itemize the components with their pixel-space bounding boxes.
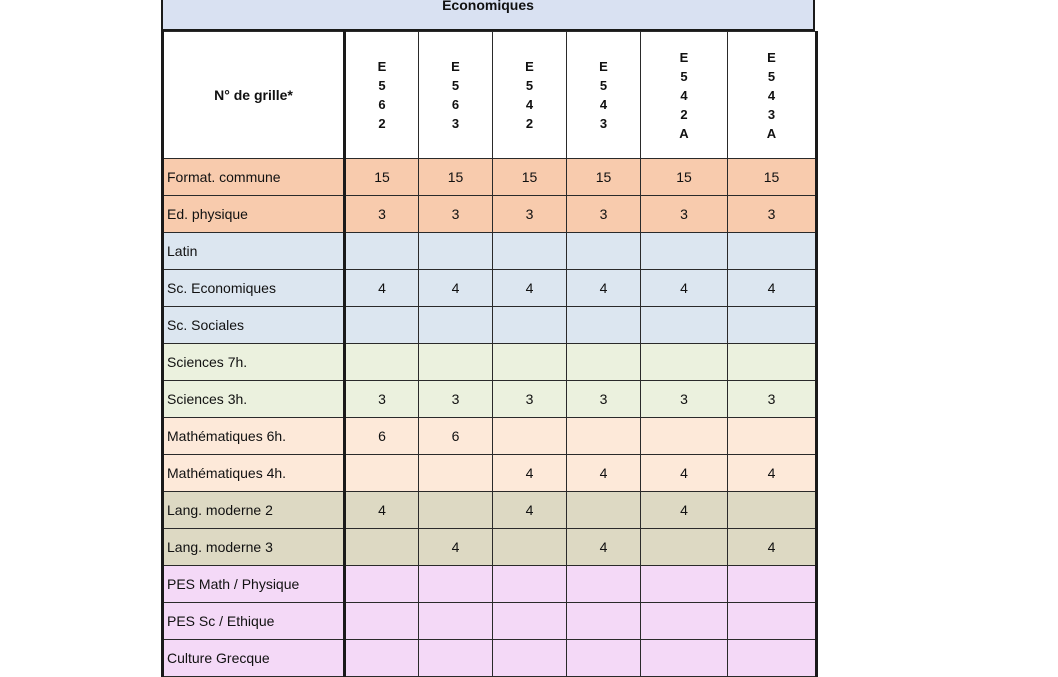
hours-cell (419, 603, 493, 640)
hours-cell (419, 455, 493, 492)
table-row (163, 529, 817, 566)
table-row (163, 381, 817, 418)
hours-cell (641, 418, 728, 455)
column-code-char: E (767, 49, 776, 65)
hours-cell (567, 344, 641, 381)
hours-cell: 15 (419, 159, 493, 196)
hours-cell (728, 566, 817, 603)
subject-label: Culture Grecque (163, 640, 345, 677)
hours-cell: 3 (567, 196, 641, 233)
column-code-char: E (451, 59, 460, 74)
column-code-3 (493, 32, 567, 159)
table-row (163, 418, 817, 455)
column-code-char: A (766, 125, 777, 141)
hours-cell (345, 529, 419, 566)
hours-cell (419, 344, 493, 381)
subject-label: Format. commune (163, 159, 345, 196)
hours-cell (345, 566, 419, 603)
hours-cell: 4 (567, 270, 641, 307)
hours-cell: 4 (641, 492, 728, 529)
column-code-char: 4 (767, 87, 776, 103)
hours-cell (641, 566, 728, 603)
subject-label: PES Sc / Ethique (163, 603, 345, 640)
hours-cell: 3 (641, 381, 728, 418)
hours-cell (493, 418, 567, 455)
column-code-char: 5 (378, 78, 386, 93)
hours-cell: 3 (419, 196, 493, 233)
hours-cell: 3 (345, 381, 419, 418)
column-code-1 (345, 32, 419, 159)
subject-label: Sc. Economiques (163, 270, 345, 307)
hours-cell (641, 233, 728, 270)
hours-cell: 3 (641, 196, 728, 233)
grid-sheet (161, 0, 815, 677)
hours-cell: 3 (419, 381, 493, 418)
hours-cell: 4 (728, 455, 817, 492)
hours-cell: 15 (345, 159, 419, 196)
column-code-char: 5 (767, 68, 776, 84)
column-code-char: 2 (680, 106, 688, 122)
hours-cell: 3 (493, 381, 567, 418)
hours-cell (567, 307, 641, 344)
hours-cell: 4 (493, 492, 567, 529)
column-code-5 (641, 32, 728, 159)
column-code-char: 4 (525, 97, 534, 112)
hours-cell (493, 529, 567, 566)
hours-cell: 4 (728, 529, 817, 566)
hours-cell (567, 640, 641, 677)
table-title: Economiques (161, 0, 815, 31)
hours-cell (345, 344, 419, 381)
column-code-char: E (377, 59, 387, 74)
header-row (163, 32, 817, 159)
subject-label: Mathématiques 6h. (163, 418, 345, 455)
table-row (163, 455, 817, 492)
hours-cell: 15 (641, 159, 728, 196)
hours-cell: 4 (728, 270, 817, 307)
hours-cell (493, 307, 567, 344)
subject-label: Lang. moderne 3 (163, 529, 345, 566)
subject-label: Lang. moderne 2 (163, 492, 345, 529)
column-code-char: 4 (680, 87, 688, 103)
hours-cell (728, 344, 817, 381)
hours-cell (493, 233, 567, 270)
hours-cell: 4 (641, 270, 728, 307)
column-code-2 (419, 32, 493, 159)
hours-cell: 3 (728, 196, 817, 233)
hours-cell (641, 344, 728, 381)
hours-cell: 6 (345, 418, 419, 455)
hours-cell (728, 418, 817, 455)
hours-cell (567, 418, 641, 455)
column-code-char: 5 (599, 78, 608, 93)
hours-cell (728, 233, 817, 270)
column-code-char: 2 (378, 116, 386, 131)
hours-cell: 4 (493, 270, 567, 307)
hours-cell: 4 (345, 270, 419, 307)
hours-cell (345, 603, 419, 640)
hours-cell (728, 603, 817, 640)
hours-cell (419, 640, 493, 677)
column-code-char: 3 (767, 106, 776, 122)
column-code-6 (728, 32, 817, 159)
hours-cell: 4 (419, 270, 493, 307)
hours-cell (345, 307, 419, 344)
hours-cell (419, 492, 493, 529)
subject-label: Sc. Sociales (163, 307, 345, 344)
table-row (163, 196, 817, 233)
column-code-char: 6 (451, 97, 460, 112)
table-row (163, 603, 817, 640)
hours-cell (567, 566, 641, 603)
hours-cell: 4 (419, 529, 493, 566)
hours-cell (419, 307, 493, 344)
subject-label: Ed. physique (163, 196, 345, 233)
table-row (163, 159, 817, 196)
hours-cell (641, 307, 728, 344)
hours-cell: 3 (493, 196, 567, 233)
hours-cell: 4 (567, 455, 641, 492)
hours-cell (567, 492, 641, 529)
column-code-char: E (525, 59, 534, 74)
column-code-char: A (679, 125, 689, 141)
column-code-char: 2 (525, 116, 534, 131)
table-row (163, 270, 817, 307)
hours-cell: 4 (641, 455, 728, 492)
hours-cell (345, 455, 419, 492)
hours-cell: 3 (728, 381, 817, 418)
hours-cell (641, 603, 728, 640)
subject-label: Mathématiques 4h. (163, 455, 345, 492)
hours-cell: 4 (345, 492, 419, 529)
table-row (163, 344, 817, 381)
hours-cell (728, 640, 817, 677)
column-code-char: 3 (451, 116, 460, 131)
hours-cell: 6 (419, 418, 493, 455)
hours-cell: 4 (493, 455, 567, 492)
hours-cell (345, 640, 419, 677)
hours-cell (641, 640, 728, 677)
hours-cell (419, 233, 493, 270)
subject-label: Sciences 3h. (163, 381, 345, 418)
subject-label: Sciences 7h. (163, 344, 345, 381)
hours-cell: 4 (567, 529, 641, 566)
hours-cell: 15 (493, 159, 567, 196)
hours-cell (419, 566, 493, 603)
column-code-char: 5 (680, 68, 688, 84)
table-row (163, 492, 817, 529)
column-code-char: 6 (378, 97, 386, 112)
hours-cell (345, 233, 419, 270)
column-code-char: E (599, 59, 608, 74)
hours-cell: 3 (345, 196, 419, 233)
hours-cell: 3 (567, 381, 641, 418)
hours-cell (728, 307, 817, 344)
subject-label: Latin (163, 233, 345, 270)
table-row (163, 307, 817, 344)
subject-label: PES Math / Physique (163, 566, 345, 603)
hours-cell (493, 344, 567, 381)
hours-cell (567, 233, 641, 270)
column-code-char: 5 (525, 78, 534, 93)
hours-cell: 15 (567, 159, 641, 196)
hours-cell (567, 603, 641, 640)
column-code-char: 5 (451, 78, 460, 93)
grid-number-header: N° de grille* (163, 32, 345, 159)
hours-cell: 15 (728, 159, 817, 196)
column-code-char: 4 (599, 97, 608, 112)
column-code-char: 3 (599, 116, 608, 131)
hours-cell (728, 492, 817, 529)
column-code-4 (567, 32, 641, 159)
table-row (163, 640, 817, 677)
course-grid-table (161, 31, 818, 677)
hours-cell (493, 640, 567, 677)
hours-cell (493, 603, 567, 640)
grid-body (163, 159, 817, 677)
hours-cell (641, 529, 728, 566)
hours-cell (493, 566, 567, 603)
column-code-char: E (679, 49, 689, 65)
table-row (163, 233, 817, 270)
table-row (163, 566, 817, 603)
